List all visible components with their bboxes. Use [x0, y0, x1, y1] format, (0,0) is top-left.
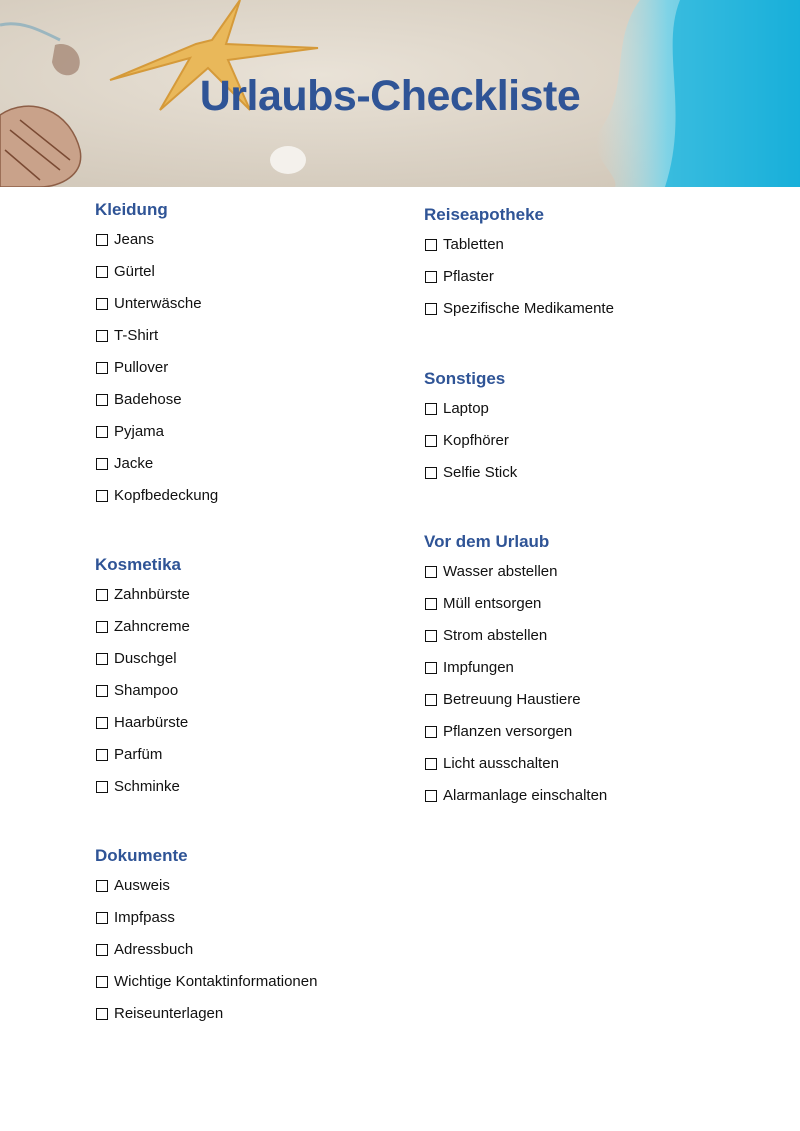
checklist-item[interactable]: Parfüm — [95, 746, 190, 778]
checkbox[interactable] — [96, 458, 108, 470]
checkbox[interactable] — [96, 298, 108, 310]
checkbox[interactable] — [96, 362, 108, 374]
checklist-item[interactable]: Jacke — [95, 455, 218, 487]
checklist-item[interactable]: Wichtige Kontaktinformationen — [95, 973, 317, 1005]
checkbox[interactable] — [425, 726, 437, 738]
section-title: Dokumente — [95, 846, 188, 865]
checklist-item[interactable]: Badehose — [95, 391, 218, 423]
checklist-item[interactable]: Zahncreme — [95, 618, 190, 650]
checkbox[interactable] — [96, 976, 108, 988]
section-dokumente — [95, 845, 317, 1037]
checklist-item[interactable]: Müll entsorgen — [424, 595, 607, 627]
checklist-item[interactable]: Zahnbürste — [95, 586, 190, 618]
checklist-item[interactable]: Impfungen — [424, 659, 607, 691]
section-title: Vor dem Urlaub — [424, 532, 550, 551]
section-vor-dem-urlaub — [424, 531, 607, 819]
white-shell-icon — [270, 146, 306, 174]
checkbox[interactable] — [425, 403, 437, 415]
checkbox[interactable] — [96, 912, 108, 924]
section-title: Kosmetika — [95, 555, 181, 574]
checklist-item[interactable]: Spezifische Medikamente — [424, 300, 614, 332]
checklist-item[interactable]: Wasser abstellen — [424, 563, 607, 595]
checkbox[interactable] — [425, 630, 437, 642]
checklist-item[interactable]: Laptop — [424, 400, 517, 432]
checklist-item[interactable]: Gürtel — [95, 263, 218, 295]
checkbox[interactable] — [96, 234, 108, 246]
section-sonstiges — [424, 368, 517, 496]
checklist-item[interactable]: Adressbuch — [95, 941, 317, 973]
checklist-item[interactable]: Jeans — [95, 231, 218, 263]
section-title: Kleidung — [95, 200, 168, 219]
checkbox[interactable] — [96, 685, 108, 697]
checklist-item[interactable]: Unterwäsche — [95, 295, 218, 327]
checkbox[interactable] — [425, 303, 437, 315]
checkbox[interactable] — [96, 781, 108, 793]
section-kosmetika — [95, 554, 190, 810]
section-reiseapotheke — [424, 204, 614, 332]
checkbox[interactable] — [425, 271, 437, 283]
checkbox[interactable] — [96, 589, 108, 601]
checkbox[interactable] — [96, 880, 108, 892]
checkbox[interactable] — [425, 467, 437, 479]
checklist-item[interactable]: Selfie Stick — [424, 464, 517, 496]
checkbox[interactable] — [425, 566, 437, 578]
checkbox[interactable] — [96, 1008, 108, 1020]
checklist-item[interactable]: Schminke — [95, 778, 190, 810]
checkbox[interactable] — [425, 662, 437, 674]
section-title: Reiseapotheke — [424, 205, 544, 224]
checkbox[interactable] — [96, 330, 108, 342]
checkbox[interactable] — [425, 694, 437, 706]
checkbox[interactable] — [425, 435, 437, 447]
checklist-item[interactable]: T-Shirt — [95, 327, 218, 359]
checkbox[interactable] — [425, 790, 437, 802]
checklist-item[interactable]: Pflanzen versorgen — [424, 723, 607, 755]
checklist-item[interactable]: Alarmanlage einschalten — [424, 787, 607, 819]
checklist-item[interactable]: Kopfbedeckung — [95, 487, 218, 519]
checklist-item[interactable]: Licht ausschalten — [424, 755, 607, 787]
checkbox[interactable] — [96, 653, 108, 665]
checkbox[interactable] — [425, 758, 437, 770]
checklist-item[interactable]: Kopfhörer — [424, 432, 517, 464]
checklist-item[interactable]: Impfpass — [95, 909, 317, 941]
page-title: Urlaubs-Checkliste — [199, 72, 581, 120]
checkbox[interactable] — [96, 621, 108, 633]
checkbox[interactable] — [96, 426, 108, 438]
checklist-item[interactable]: Shampoo — [95, 682, 190, 714]
checklist-item[interactable]: Betreuung Haustiere — [424, 691, 607, 723]
checklist-item[interactable]: Ausweis — [95, 877, 317, 909]
checkbox[interactable] — [96, 749, 108, 761]
checklist-item[interactable]: Reiseunterlagen — [95, 1005, 317, 1037]
checklist-item[interactable]: Tabletten — [424, 236, 614, 268]
checklist-item[interactable]: Pullover — [95, 359, 218, 391]
section-kleidung — [95, 199, 218, 519]
checkbox[interactable] — [96, 717, 108, 729]
checklist-item[interactable]: Strom abstellen — [424, 627, 607, 659]
checkbox[interactable] — [96, 266, 108, 278]
checkbox[interactable] — [96, 394, 108, 406]
checkbox[interactable] — [96, 490, 108, 502]
checkbox[interactable] — [425, 239, 437, 251]
checklist-item[interactable]: Haarbürste — [95, 714, 190, 746]
checklist-item[interactable]: Pflaster — [424, 268, 614, 300]
checkbox[interactable] — [96, 944, 108, 956]
section-title: Sonstiges — [424, 369, 506, 388]
checklist-item[interactable]: Duschgel — [95, 650, 190, 682]
header-banner — [0, 0, 800, 187]
checkbox[interactable] — [425, 598, 437, 610]
checklist-item[interactable]: Pyjama — [95, 423, 218, 455]
